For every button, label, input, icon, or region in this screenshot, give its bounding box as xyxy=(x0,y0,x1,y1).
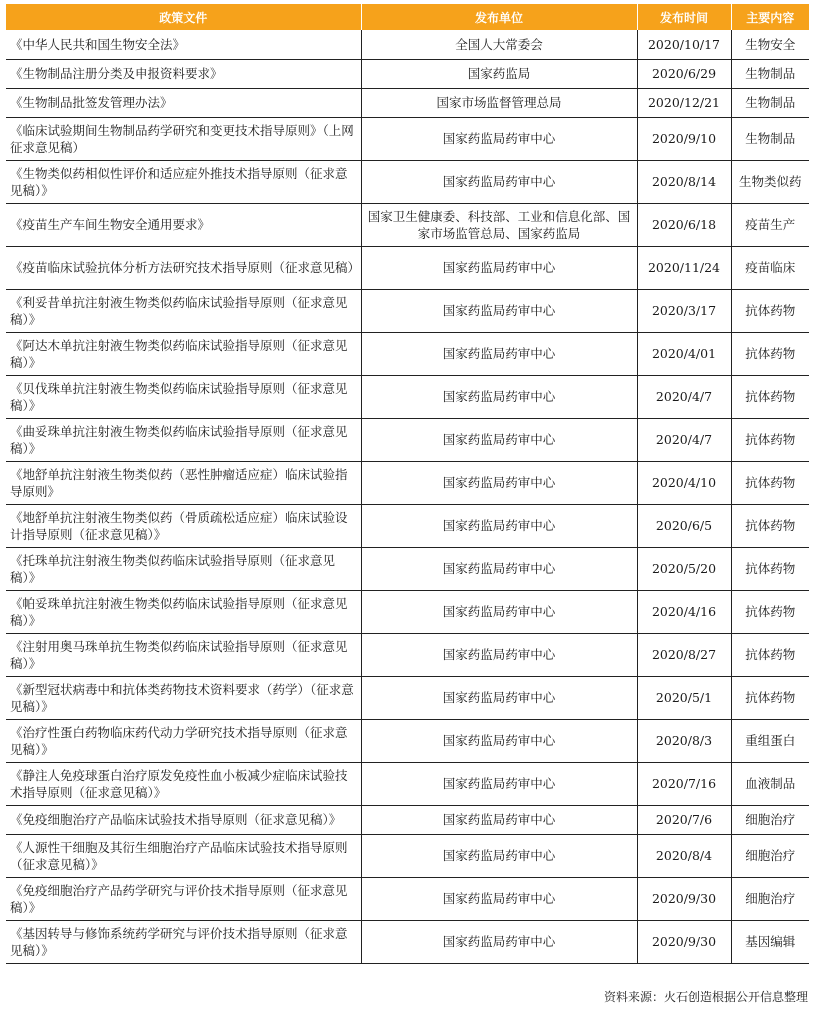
table-row xyxy=(6,59,809,88)
publisher-cell: 国家药监局药审中心 xyxy=(361,160,637,203)
publish-date-cell: 2020/9/10 xyxy=(637,117,731,160)
publish-date-cell: 2020/4/10 xyxy=(637,461,731,504)
main-content-cell: 疫苗临床 xyxy=(731,246,809,289)
publish-date-cell: 2020/9/30 xyxy=(637,877,731,920)
main-content-cell: 抗体药物 xyxy=(731,461,809,504)
header-unit: 发布单位 xyxy=(361,4,637,30)
table-row xyxy=(6,246,809,289)
policy-doc-cell: 《生物类似药相似性评价和适应症外推技术指导原则（征求意见稿）》 xyxy=(6,160,361,203)
main-content-cell: 细胞治疗 xyxy=(731,877,809,920)
publish-date-cell: 2020/6/18 xyxy=(637,203,731,246)
publisher-cell: 国家药监局药审中心 xyxy=(361,805,637,834)
publisher-cell: 国家药监局药审中心 xyxy=(361,834,637,877)
publish-date-cell: 2020/4/16 xyxy=(637,590,731,633)
table-row xyxy=(6,762,809,805)
main-content-cell: 抗体药物 xyxy=(731,633,809,676)
table-row xyxy=(6,805,809,834)
table-row xyxy=(6,88,809,117)
policy-doc-cell: 《生物制品注册分类及申报资料要求》 xyxy=(6,59,361,88)
publisher-cell: 国家药监局药审中心 xyxy=(361,418,637,461)
publisher-cell: 国家药监局药审中心 xyxy=(361,547,637,590)
policy-table xyxy=(6,4,809,964)
main-content-cell: 抗体药物 xyxy=(731,547,809,590)
main-content-cell: 抗体药物 xyxy=(731,375,809,418)
policy-doc-cell: 《生物制品批签发管理办法》 xyxy=(6,88,361,117)
publish-date-cell: 2020/6/5 xyxy=(637,504,731,547)
main-content-cell: 生物安全 xyxy=(731,30,809,59)
main-content-cell: 细胞治疗 xyxy=(731,834,809,877)
table-row xyxy=(6,590,809,633)
main-content-cell: 基因编辑 xyxy=(731,920,809,963)
table-row xyxy=(6,289,809,332)
publish-date-cell: 2020/5/1 xyxy=(637,676,731,719)
main-content-cell: 抗体药物 xyxy=(731,504,809,547)
publish-date-cell: 2020/8/3 xyxy=(637,719,731,762)
policy-doc-cell: 《新型冠状病毒中和抗体类药物技术资料要求（药学）（征求意见稿）》 xyxy=(6,676,361,719)
policy-doc-cell: 《利妥昔单抗注射液生物类似药临床试验指导原则（征求意见稿）》 xyxy=(6,289,361,332)
main-content-cell: 生物制品 xyxy=(731,88,809,117)
publisher-cell: 国家卫生健康委、科技部、工业和信息化部、国家市场监管总局、国家药监局 xyxy=(361,203,637,246)
publisher-cell: 国家药监局药审中心 xyxy=(361,117,637,160)
table-row xyxy=(6,160,809,203)
main-content-cell: 生物制品 xyxy=(731,59,809,88)
main-content-cell: 抗体药物 xyxy=(731,418,809,461)
policy-doc-cell: 《托珠单抗注射液生物类似药临床试验指导原则（征求意见稿）》 xyxy=(6,547,361,590)
main-content-cell: 生物制品 xyxy=(731,117,809,160)
main-content-cell: 生物类似药 xyxy=(731,160,809,203)
table-row xyxy=(6,461,809,504)
publish-date-cell: 2020/5/20 xyxy=(637,547,731,590)
publisher-cell: 国家药监局药审中心 xyxy=(361,676,637,719)
publish-date-cell: 2020/6/29 xyxy=(637,59,731,88)
header-content: 主要内容 xyxy=(731,4,809,30)
publish-date-cell: 2020/8/27 xyxy=(637,633,731,676)
publish-date-cell: 2020/8/14 xyxy=(637,160,731,203)
policy-doc-cell: 《人源性干细胞及其衍生细胞治疗产品临床试验技术指导原则（征求意见稿）》 xyxy=(6,834,361,877)
main-content-cell: 抗体药物 xyxy=(731,590,809,633)
publish-date-cell: 2020/4/7 xyxy=(637,418,731,461)
publisher-cell: 国家药监局药审中心 xyxy=(361,375,637,418)
policy-doc-cell: 《帕妥珠单抗注射液生物类似药临床试验指导原则（征求意见稿）》 xyxy=(6,590,361,633)
publisher-cell: 国家药监局药审中心 xyxy=(361,877,637,920)
policy-doc-cell: 《静注人免疫球蛋白治疗原发免疫性血小板减少症临床试验技术指导原则（征求意见稿）》 xyxy=(6,762,361,805)
table-body xyxy=(6,30,809,963)
table-row xyxy=(6,418,809,461)
main-content-cell: 抗体药物 xyxy=(731,676,809,719)
table-row xyxy=(6,676,809,719)
policy-doc-cell: 《贝伐珠单抗注射液生物类似药临床试验指导原则（征求意见稿）》 xyxy=(6,375,361,418)
publish-date-cell: 2020/4/7 xyxy=(637,375,731,418)
policy-doc-cell: 《临床试验期间生物制品药学研究和变更技术指导原则》（上网征求意见稿） xyxy=(6,117,361,160)
publish-date-cell: 2020/9/30 xyxy=(637,920,731,963)
publisher-cell: 国家药监局药审中心 xyxy=(361,719,637,762)
policy-doc-cell: 《疫苗临床试验抗体分析方法研究技术指导原则（征求意见稿） xyxy=(6,246,361,289)
source-note: 资料来源：火石创造根据公开信息整理 xyxy=(603,990,808,1004)
publisher-cell: 国家药监局 xyxy=(361,59,637,88)
table-header xyxy=(6,4,809,30)
publish-date-cell: 2020/12/21 xyxy=(637,88,731,117)
policy-doc-cell: 《疫苗生产车间生物安全通用要求》 xyxy=(6,203,361,246)
main-content-cell: 重组蛋白 xyxy=(731,719,809,762)
publisher-cell: 国家药监局药审中心 xyxy=(361,246,637,289)
main-content-cell: 抗体药物 xyxy=(731,332,809,375)
table-row xyxy=(6,547,809,590)
publisher-cell: 全国人大常委会 xyxy=(361,30,637,59)
policy-doc-cell: 《免疫细胞治疗产品临床试验技术指导原则（征求意见稿）》 xyxy=(6,805,361,834)
header-doc: 政策文件 xyxy=(6,4,361,30)
publisher-cell: 国家药监局药审中心 xyxy=(361,590,637,633)
publisher-cell: 国家药监局药审中心 xyxy=(361,332,637,375)
policy-doc-cell: 《地舒单抗注射液生物类似药（骨质疏松适应症）临床试验设计指导原则（征求意见稿）》 xyxy=(6,504,361,547)
publish-date-cell: 2020/3/17 xyxy=(637,289,731,332)
table-row xyxy=(6,633,809,676)
publish-date-cell: 2020/7/6 xyxy=(637,805,731,834)
main-content-cell: 血液制品 xyxy=(731,762,809,805)
publish-date-cell: 2020/8/4 xyxy=(637,834,731,877)
publisher-cell: 国家药监局药审中心 xyxy=(361,461,637,504)
table-row xyxy=(6,203,809,246)
publish-date-cell: 2020/10/17 xyxy=(637,30,731,59)
policy-doc-cell: 《注射用奥马珠单抗生物类似药临床试验指导原则（征求意见稿）》 xyxy=(6,633,361,676)
table-row xyxy=(6,834,809,877)
table-row xyxy=(6,375,809,418)
publisher-cell: 国家药监局药审中心 xyxy=(361,504,637,547)
publish-date-cell: 2020/7/16 xyxy=(637,762,731,805)
policy-doc-cell: 《曲妥珠单抗注射液生物类似药临床试验指导原则（征求意见稿）》 xyxy=(6,418,361,461)
publisher-cell: 国家市场监督管理总局 xyxy=(361,88,637,117)
table-row xyxy=(6,504,809,547)
publisher-cell: 国家药监局药审中心 xyxy=(361,289,637,332)
policy-doc-cell: 《阿达木单抗注射液生物类似药临床试验指导原则（征求意见稿）》 xyxy=(6,332,361,375)
table-row xyxy=(6,117,809,160)
table-row xyxy=(6,332,809,375)
publisher-cell: 国家药监局药审中心 xyxy=(361,762,637,805)
publish-date-cell: 2020/11/24 xyxy=(637,246,731,289)
table-row xyxy=(6,30,809,59)
main-content-cell: 细胞治疗 xyxy=(731,805,809,834)
publish-date-cell: 2020/4/01 xyxy=(637,332,731,375)
header-date: 发布时间 xyxy=(637,4,731,30)
publisher-cell: 国家药监局药审中心 xyxy=(361,633,637,676)
publisher-cell: 国家药监局药审中心 xyxy=(361,920,637,963)
policy-doc-cell: 《地舒单抗注射液生物类似药（恶性肿瘤适应症）临床试验指导原则》 xyxy=(6,461,361,504)
table-row xyxy=(6,877,809,920)
table-row xyxy=(6,719,809,762)
policy-doc-cell: 《基因转导与修饰系统药学研究与评价技术指导原则（征求意见稿）》 xyxy=(6,920,361,963)
policy-doc-cell: 《治疗性蛋白药物临床药代动力学研究技术指导原则（征求意见稿）》 xyxy=(6,719,361,762)
policy-doc-cell: 《中华人民共和国生物安全法》 xyxy=(6,30,361,59)
policy-table-container xyxy=(6,4,809,964)
policy-doc-cell: 《免疫细胞治疗产品药学研究与评价技术指导原则（征求意见稿）》 xyxy=(6,877,361,920)
main-content-cell: 疫苗生产 xyxy=(731,203,809,246)
main-content-cell: 抗体药物 xyxy=(731,289,809,332)
table-row xyxy=(6,920,809,963)
